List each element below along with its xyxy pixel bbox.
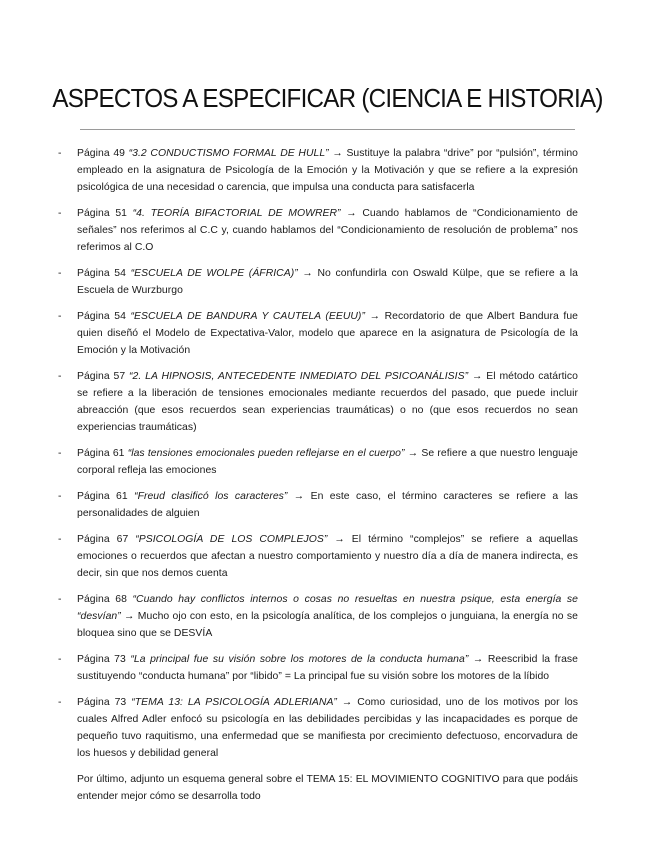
explanation-text: → El método catártico se refiere a la liberación de tensiones emocionales mediante recuerdos del pasado, que puede incluir abreacción (que esos recuerdos sean experiencias traumáticas) o no (que esos recuerdos no sean experiencias traumáticas) — [77, 371, 578, 433]
list-item — [0, 651, 578, 685]
bullet-dash: - — [58, 208, 62, 219]
bullet-dash: - — [58, 491, 62, 502]
quoted-reference: “La principal fue su visión sobre los motores de la conducta humana” — [130, 654, 469, 665]
page-number: Página 61 — [77, 491, 128, 502]
quoted-reference: “TEMA 13: LA PSICOLOGÍA ADLERIANA” — [131, 697, 337, 708]
quoted-reference: “Cuando hay conflictos internos o cosas no resueltas en nuestra psique, esta energía se “desvían” — [77, 594, 579, 622]
quoted-reference: “ESCUELA DE BANDURA Y CAUTELA (EEUU)” — [130, 311, 365, 322]
page-number: Página 54 — [77, 311, 126, 322]
page-number: Página 73 — [77, 654, 126, 665]
explanation-text: → Como curiosidad, uno de los motivos por los cuales Alfred Adler enfocó su psicología en las debilidades percibidas y las incapacidades es porque de pequeño tuvo raquitismo, una enfermedad que se manifiesta por crecimiento defectuoso, encorvadura de los huesos y debilidad general — [77, 697, 579, 759]
explanation-text: → Cuando hablamos de “Condicionamiento de señales” nos referimos al C.C y, cuando hablamos del “Condicionamiento de resolución de problema” nos referimos al C.O — [77, 208, 578, 253]
list-item — [0, 591, 578, 642]
page-number: Página 68 — [77, 594, 127, 605]
list-item — [0, 531, 578, 582]
quoted-reference: “4. TEORÍA BIFACTORIAL DE MOWRER” — [132, 208, 341, 219]
list-item — [0, 308, 578, 359]
bullet-dash: - — [58, 371, 62, 382]
list-item — [0, 205, 578, 256]
quoted-reference: “ESCUELA DE WOLPE (ÁFRICA)” — [130, 268, 298, 279]
closing-paragraph: Por último, adjunto un esquema general sobre el TEMA 15: EL MOVIMIENTO COGNITIVO para que podáis entender mejor cómo se desarrolla todo — [77, 774, 578, 802]
page-number: Página 49 — [77, 148, 125, 159]
bullet-dash: - — [58, 697, 62, 708]
bullet-dash: - — [58, 594, 62, 605]
quoted-reference: “PSICOLOGÍA DE LOS COMPLEJOS” — [135, 534, 328, 545]
explanation-text: → Mucho ojo con esto, en la psicología analítica, de los complejos o junguiana, la energía no se bloquea sino que se DESVÍA — [77, 611, 578, 639]
page-number: Página 73 — [77, 697, 127, 708]
page-number: Página 51 — [77, 208, 127, 219]
page-number: Página 61 — [77, 448, 125, 459]
bullet-dash: - — [58, 311, 62, 322]
quoted-reference: “Freud clasificó los caracteres” — [134, 491, 288, 502]
list-item — [0, 694, 578, 762]
list-item — [0, 368, 578, 436]
page-number: Página 54 — [77, 268, 126, 279]
explanation-text: → No confundirla con Oswald Külpe, que se refiere a la Escuela de Wurzburgo — [77, 268, 578, 296]
explanation-text: → Sustituye la palabra “drive” por “pulsión”, término empleado en la asignatura de Psicología de la Emoción y la Motivación y que se refiere a la expresión psicológica de una necesidad o carencia, que impulsa una conducta para satisfacerla — [77, 148, 579, 193]
notes-list — [0, 145, 655, 805]
bullet-dash: - — [58, 654, 62, 665]
title-divider — [80, 129, 575, 130]
bullet-dash: - — [58, 268, 62, 279]
explanation-text: → El término “complejos” se refiere a aquellas emociones o recuerdos que afectan a nuestro comportamiento y nuestro día a día de manera indirecta, es decir, sin que nos demos cuenta — [77, 534, 578, 579]
list-item — [0, 265, 578, 299]
explanation-text: → Se refiere a que nuestro lenguaje corporal refleja las emociones — [77, 448, 579, 476]
explanation-text: → Recordatorio de que Albert Bandura fue quien diseñó el Modelo de Expectativa-Valor, modelo que aparece en la asignatura de Psicología de la Emoción y la Motivación — [77, 311, 578, 356]
explanation-text: → En este caso, el término caracteres se refiere a las personalidades de alguien — [77, 491, 579, 519]
list-item — [0, 488, 578, 522]
bullet-dash: - — [58, 534, 62, 545]
quoted-reference: “2. LA HIPNOSIS, ANTECEDENTE INMEDIATO DEL PSICOANÁLISIS” — [129, 371, 469, 382]
explanation-text: → Reescribid la frase sustituyendo “conducta humana” por “libido” = La principal fue su visión sobre los motores de la líbido — [77, 654, 579, 682]
page-number: Página 67 — [77, 534, 129, 545]
page-title: ASPECTOS A ESPECIFICAR (CIENCIA E HISTORIA) — [52, 83, 603, 113]
quoted-reference: “las tensiones emocionales pueden reflejarse en el cuerpo” — [127, 448, 405, 459]
bullet-dash: - — [58, 448, 62, 459]
bullet-dash: - — [58, 148, 62, 159]
quoted-reference: “3.2 CONDUCTISMO FORMAL DE HULL” — [128, 148, 329, 159]
list-item — [0, 145, 578, 196]
page-number: Página 57 — [77, 371, 126, 382]
list-item — [0, 445, 578, 479]
